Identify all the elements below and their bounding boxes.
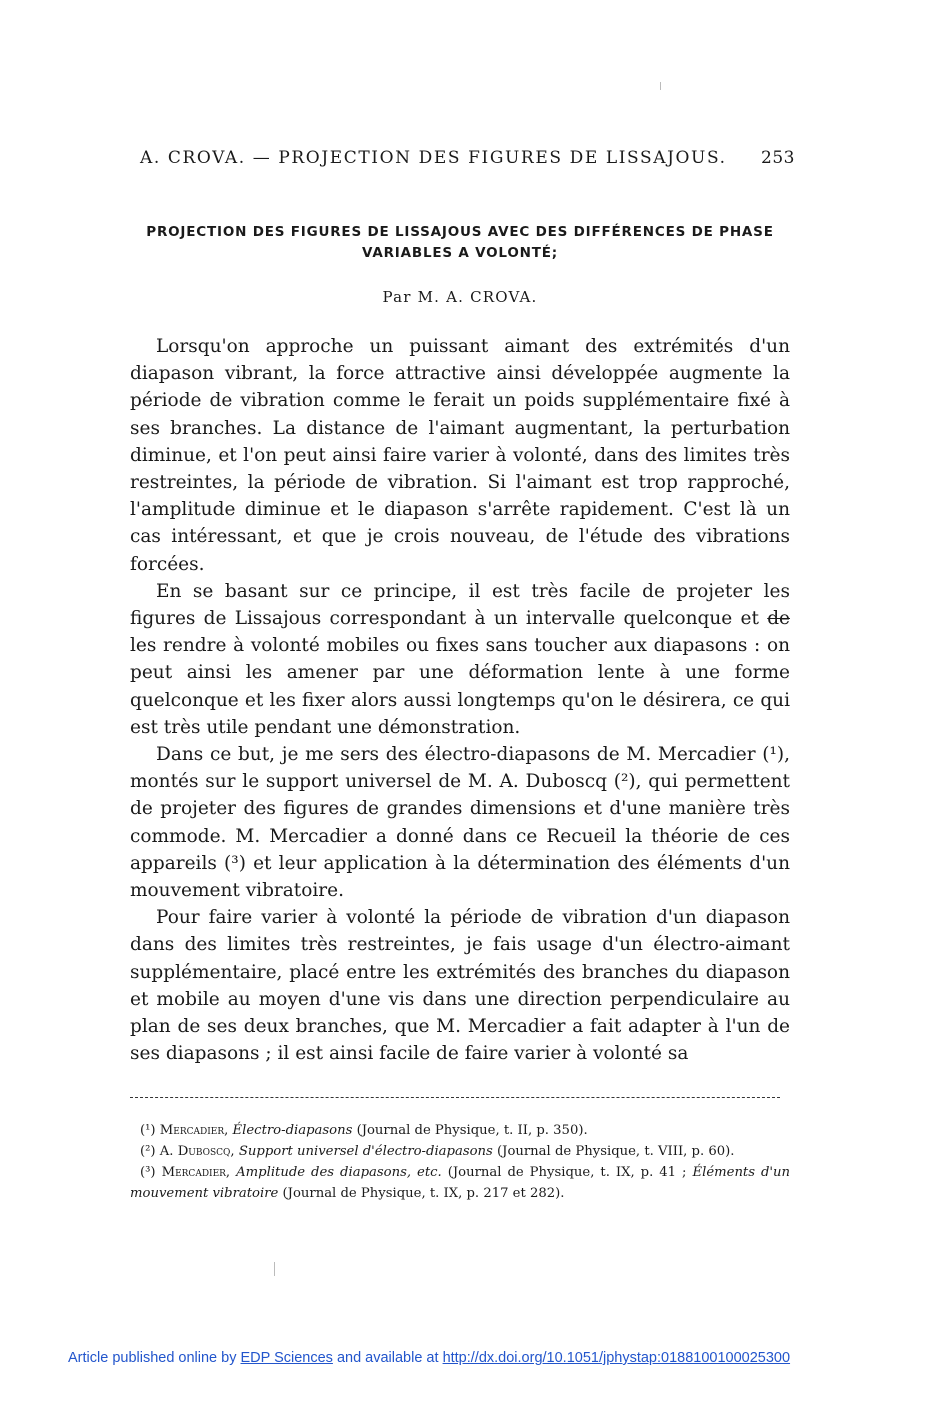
footnote-3-title: Amplitude des diapasons, etc. [236,1165,442,1180]
footnote-1-ref: (Journal de Physique, t. II, p. 350). [356,1123,588,1138]
footnote-1-author: Mercadier, [159,1123,229,1138]
publisher-link[interactable]: EDP Sciences [240,1350,333,1366]
struck-word: de [767,608,790,630]
footnote-3-ref: (Journal de Physique, t. IX, p. 41 ; [447,1165,687,1180]
footnote-1-title: Électro-diapasons [232,1123,353,1138]
footnote-3-title-2: Éléments d'un mouvement vibratoire [130,1165,791,1201]
paragraph-2 [130,578,790,741]
footnote-2-title: Support universel d'électro-diapasons [238,1144,493,1159]
footnotes [130,1120,790,1204]
doi-link[interactable]: http://dx.doi.org/10.1051/jphystap:0188100100025300 [442,1350,791,1366]
paragraph-3: Dans ce but, je me sers des électro-diapasons de M. Mercadier (¹), montés sur le support universel de M. A. Duboscq (²), qui permettent de projeter des figures de grandes dimensions et d'une manière très commode. M. Mercadier a donné dans ce Recueil la théorie de ces appareils (³) et leur application à la détermination des éléments d'un mouvement vibratoire. [130,744,790,902]
running-head-title: A. CROVA. — PROJECTION DES FIGURES DE LISSAJOUS. [140,148,727,168]
footnote-3-ref-2: (Journal de Physique, t. IX, p. 217 et 282). [282,1186,565,1201]
article-title [130,222,790,264]
footnote-3-author: Mercadier, [161,1165,231,1180]
article-body [130,333,790,1067]
paragraph-2-part-1: En se basant sur ce principe, il est très facile de projeter les figures de Lissajous correspondant à un intervalle quelconque et [130,580,790,630]
paragraph-1: Lorsqu'on approche un puissant aimant des extrémités d'un diapason vibrant, la force attractive ainsi développée augmente la période de vibration comme le ferait un poids supplémentaire fixé à ses branches. La distance de l'aimant augmentant, la perturbation diminue, et l'on peut ainsi faire varier à volonté, dans des limites très restreintes, la période de vibration. Si l'aimant est trop rapproché, l'amplitude diminue et le diapason s'arrête rapidement. C'est là un cas intéressant, et que je crois nouveau, de l'étude des vibrations forcées. [130,336,790,575]
footnote-2-mark: (²) [140,1144,156,1159]
footnote-1 [130,1120,790,1141]
article-title-line-2: VARIABLES A VOLONTÉ; [362,245,558,261]
scan-mark-top [660,82,661,90]
author-byline: Par M. A. CROVA. [382,288,538,306]
publication-notice [68,1350,868,1366]
publication-middle: and available at [332,1350,443,1366]
footnote-2-author: A. Duboscq, [159,1144,235,1159]
paragraph-2-part-2: les rendre à volonté mobiles ou fixes sans toucher aux diapasons : on peut ainsi les amener par une déformation lente à une forme quelconque et les fixer alors aussi longtemps qu'on le désirera, ce qui est très utile pendant une démonstration. [130,635,790,738]
paragraph-4: Pour faire varier à volonté la période de vibration d'un diapason dans des limites très restreintes, je fais usage d'un électro-aimant supplémentaire, placé entre les extrémités des branches du diapason et mobile au moyen d'une vis dans une direction perpendiculaire au plan de ses deux branches, que M. Mercadier a fait adapter à l'un de ses diapasons ; il est ainsi facile de faire varier à volonté sa [130,907,790,1065]
footnote-3-mark: (³) [140,1165,156,1180]
footnote-2-ref: (Journal de Physique, t. VIII, p. 60). [497,1144,735,1159]
scan-mark-bottom [274,1262,275,1276]
page-number: 253 [761,148,795,168]
running-head [140,148,795,168]
footnote-rule [130,1097,780,1098]
footnote-3 [130,1162,790,1204]
article-title-line-1: PROJECTION DES FIGURES DE LISSAJOUS AVEC DES DIFFÉRENCES DE PHASE [146,224,774,240]
footnote-2 [130,1141,790,1162]
footnote-1-mark: (¹) [140,1123,156,1138]
publication-prefix: Article published online by [68,1350,241,1366]
